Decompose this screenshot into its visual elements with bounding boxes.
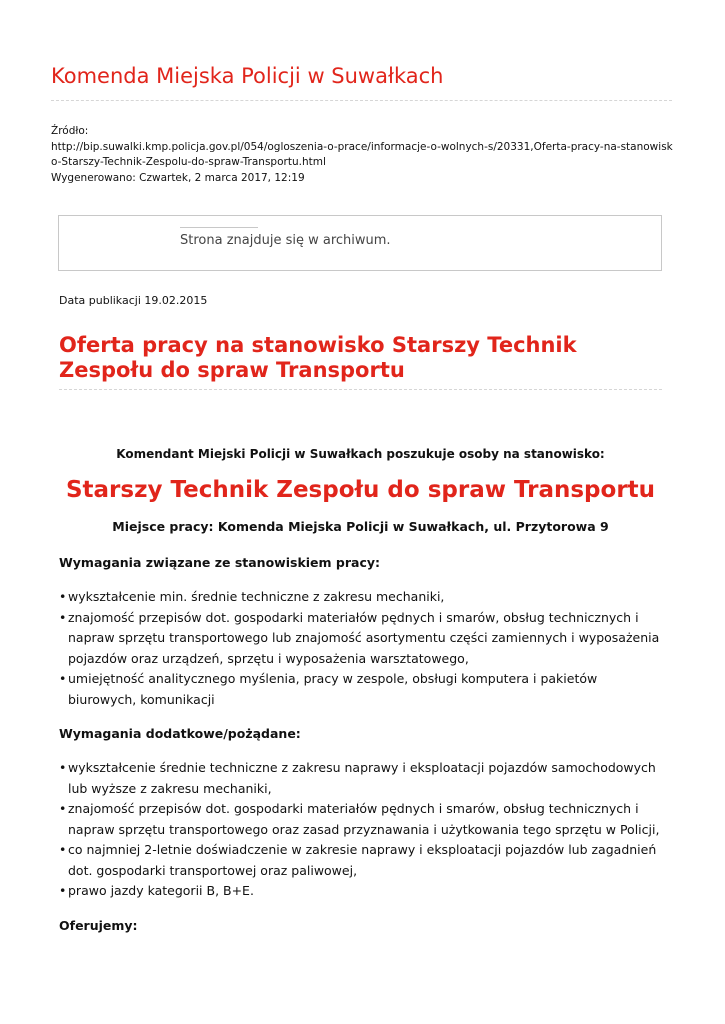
- job-intro: Komendant Miejski Policji w Suwałkach poszukuje osoby na stanowisko:: [116, 447, 605, 461]
- list-item: • znajomość przepisów dot. gospodarki materiałów pędnych i smarów, obsług technicznych i napraw sprzętu transportowego oraz zasad przyznawania i użytkowania tego sprzętu w Policji,: [59, 799, 669, 840]
- requirements-heading: Wymagania związane ze stanowiskiem pracy:: [59, 555, 381, 570]
- additional-requirements-list: [59, 758, 669, 902]
- workplace: Miejsce pracy: Komenda Miejska Policji w Suwałkach, ul. Przytorowa 9: [112, 519, 609, 534]
- list-item: • co najmniej 2-letnie doświadczenie w zakresie naprawy i eksploatacji pojazdów lub zagadnień dot. gospodarki transportowej oraz paliwowej,: [59, 840, 669, 881]
- archive-notice-box: [58, 215, 662, 271]
- offer-heading: Oferujemy:: [59, 918, 138, 933]
- source-url-line-1: http://bip.suwalki.kmp.policja.gov.pl/054/ogloszenia-o-prace/informacje-o-wolnych-s/20331,Oferta-pracy-na-stanowisk: [51, 140, 673, 153]
- source-info: [51, 124, 676, 186]
- list-item: • prawo jazdy kategorii B, B+E.: [59, 881, 669, 902]
- additional-requirements-heading: Wymagania dodatkowe/pożądane:: [59, 726, 301, 741]
- source-url-line-2: o-Starszy-Technik-Zespolu-do-spraw-Transportu.html: [51, 156, 326, 168]
- headline-divider: [59, 389, 662, 390]
- requirements-list: [59, 587, 669, 710]
- publication-date: Data publikacji 19.02.2015: [59, 294, 208, 307]
- header-divider: [51, 100, 672, 101]
- list-item: • znajomość przepisów dot. gospodarki materiałów pędnych i smarów, obsług technicznych i napraw sprzętu transportowego lub znajomość asortymentu części zamiennych i wyposażenia pojazdów oraz urządzeń, sprzętu i wyposażenia warsztatowego,: [59, 608, 669, 670]
- job-position-title: Starszy Technik Zespołu do spraw Transportu: [65, 477, 656, 503]
- list-item: • wykształcenie min. średnie techniczne z zakresu mechaniki,: [59, 587, 669, 608]
- source-label: Źródło:: [51, 125, 89, 137]
- archive-notice-rule: [180, 227, 258, 228]
- archive-notice-text: Strona znajduje się w archiwum.: [180, 233, 391, 248]
- site-title: Komenda Miejska Policji w Suwałkach: [51, 64, 444, 88]
- article-headline: Oferta pracy na stanowisko Starszy Technik Zespołu do spraw Transportu: [59, 333, 577, 382]
- list-item: • wykształcenie średnie techniczne z zakresu naprawy i eksploatacji pojazdów samochodowych lub wyższe z zakresu mechaniki,: [59, 758, 669, 799]
- list-item: • umiejętność analitycznego myślenia, pracy w zespole, obsługi komputera i pakietów biurowych, komunikacji: [59, 669, 669, 710]
- generated-timestamp: Wygenerowano: Czwartek, 2 marca 2017, 12:19: [51, 171, 305, 184]
